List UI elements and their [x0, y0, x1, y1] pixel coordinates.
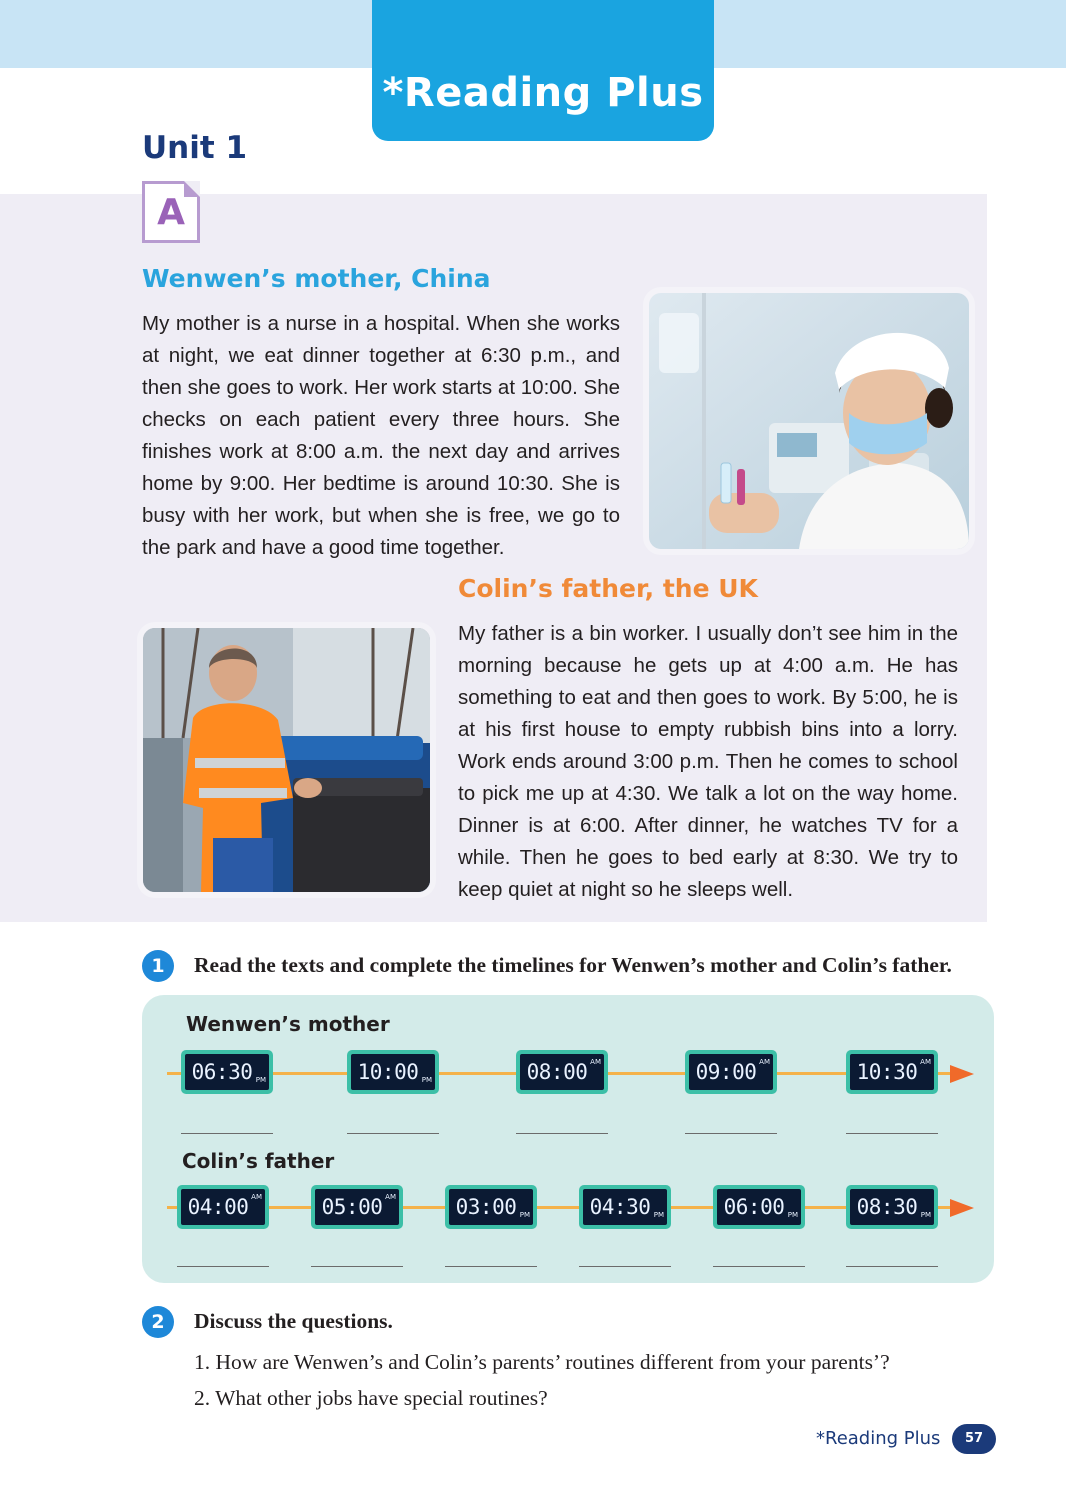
arrow-right-icon [950, 1065, 974, 1083]
digital-clock [713, 1185, 805, 1229]
digital-clock [516, 1050, 608, 1094]
answer-blank[interactable] [846, 1266, 938, 1267]
exercise-instruction: Discuss the questions. [194, 1309, 393, 1333]
text-heading-colin: Colin’s father, the UK [458, 574, 758, 603]
clock-time: 05:00 [321, 1195, 383, 1219]
answer-blank[interactable] [713, 1266, 805, 1267]
answer-blank[interactable] [579, 1266, 671, 1267]
clock-face [583, 1189, 667, 1225]
digital-clock [347, 1050, 439, 1094]
bin-worker-photo [143, 628, 430, 892]
discussion-question: 1. How are Wenwen’s and Colin’s parents’ routines different from your parents’? [194, 1350, 890, 1374]
clock-face [520, 1054, 604, 1090]
clock-ampm: AM [251, 1193, 262, 1201]
exercise-instruction: Read the texts and complete the timelines for Wenwen’s mother and Colin’s father. [194, 953, 952, 977]
section-letter: A [157, 192, 185, 233]
answer-blank[interactable] [516, 1133, 608, 1134]
clock-time: 04:30 [589, 1195, 651, 1219]
clock-face [351, 1054, 435, 1090]
clock-time: 10:00 [357, 1060, 419, 1084]
clock-time: 04:00 [187, 1195, 249, 1219]
clock-face [689, 1054, 773, 1090]
clock-face [315, 1189, 399, 1225]
clock-ampm: AM [590, 1058, 601, 1066]
clock-ampm: AM [385, 1193, 396, 1201]
clock-ampm: PM [421, 1076, 432, 1084]
digital-clock [579, 1185, 671, 1229]
unit-title: Unit 1 [142, 130, 248, 166]
discussion-question: 2. What other jobs have special routines? [194, 1386, 548, 1410]
section-badge [142, 181, 200, 243]
clock-time: 09:00 [695, 1060, 757, 1084]
exercise-number-badge: 1 [142, 950, 174, 982]
clock-face [717, 1189, 801, 1225]
answer-blank[interactable] [311, 1266, 403, 1267]
text-heading-wenwen: Wenwen’s mother, China [142, 264, 491, 293]
text-body-wenwen: My mother is a nurse in a hospital. When she works at night, we eat dinner together at 6:30 p.m., and then she goes to work. Her work starts at 10:00. She checks on each patient every three hours. She finishes work at 8:00 a.m. the next day and arrives home by 9:00. Her bedtime is around 10:30. She is busy with her work, but when she is free, we go to the park and have a good time together. [142, 312, 620, 559]
bin-worker-illustration [143, 628, 430, 892]
digital-clock [445, 1185, 537, 1229]
clock-ampm: PM [519, 1211, 530, 1219]
clock-face [185, 1054, 269, 1090]
nurse-photo [649, 293, 969, 549]
footer-section-label: *Reading Plus [816, 1428, 941, 1449]
answer-blank[interactable] [177, 1266, 269, 1267]
clock-time: 08:00 [526, 1060, 588, 1084]
clock-face [449, 1189, 533, 1225]
digital-clock [311, 1185, 403, 1229]
answer-blank[interactable] [445, 1266, 537, 1267]
clock-face [850, 1054, 934, 1090]
answer-blank[interactable] [347, 1133, 439, 1134]
exercise-number-badge: 2 [142, 1306, 174, 1338]
clock-ampm: PM [920, 1211, 931, 1219]
clock-face [850, 1189, 934, 1225]
timeline-panel [142, 995, 994, 1283]
clock-time: 03:00 [455, 1195, 517, 1219]
answer-blank[interactable] [846, 1133, 938, 1134]
answer-blank[interactable] [181, 1133, 273, 1134]
page-title: *Reading Plus [382, 70, 704, 116]
timeline-label-wenwen: Wenwen’s mother [186, 1012, 390, 1036]
clock-time: 10:30 [856, 1060, 918, 1084]
arrow-right-icon [950, 1199, 974, 1217]
clock-time: 08:30 [856, 1195, 918, 1219]
digital-clock [181, 1050, 273, 1094]
text-body-colin: My father is a bin worker. I usually don’t see him in the morning because he gets up at 4:00 a.m. He has something to eat and then goes to work. By 5:00, he is at his first house to empty rubbish bins into a lorry. Work ends around 3:00 p.m. Then he comes to school to pick me up at 4:30. We talk a lot on the way home. Dinner is at 6:00. After dinner, he watches TV for a while. Then he goes to bed early at 8:30. We try to keep quiet at night so he sleeps well. [458, 622, 958, 901]
digital-clock [846, 1185, 938, 1229]
clock-ampm: PM [255, 1076, 266, 1084]
answer-blank[interactable] [685, 1133, 777, 1134]
clock-ampm: AM [759, 1058, 770, 1066]
digital-clock [846, 1050, 938, 1094]
digital-clock [685, 1050, 777, 1094]
clock-ampm: PM [653, 1211, 664, 1219]
timeline-line [167, 1206, 952, 1209]
header-tab [372, 0, 714, 141]
clock-ampm: AM [920, 1058, 931, 1066]
digital-clock [177, 1185, 269, 1229]
clock-time: 06:30 [191, 1060, 253, 1084]
nurse-illustration [649, 293, 969, 549]
clock-face [181, 1189, 265, 1225]
clock-ampm: PM [787, 1211, 798, 1219]
page-number: 57 [952, 1424, 996, 1454]
timeline-label-colin: Colin’s father [182, 1149, 335, 1173]
clock-time: 06:00 [723, 1195, 785, 1219]
